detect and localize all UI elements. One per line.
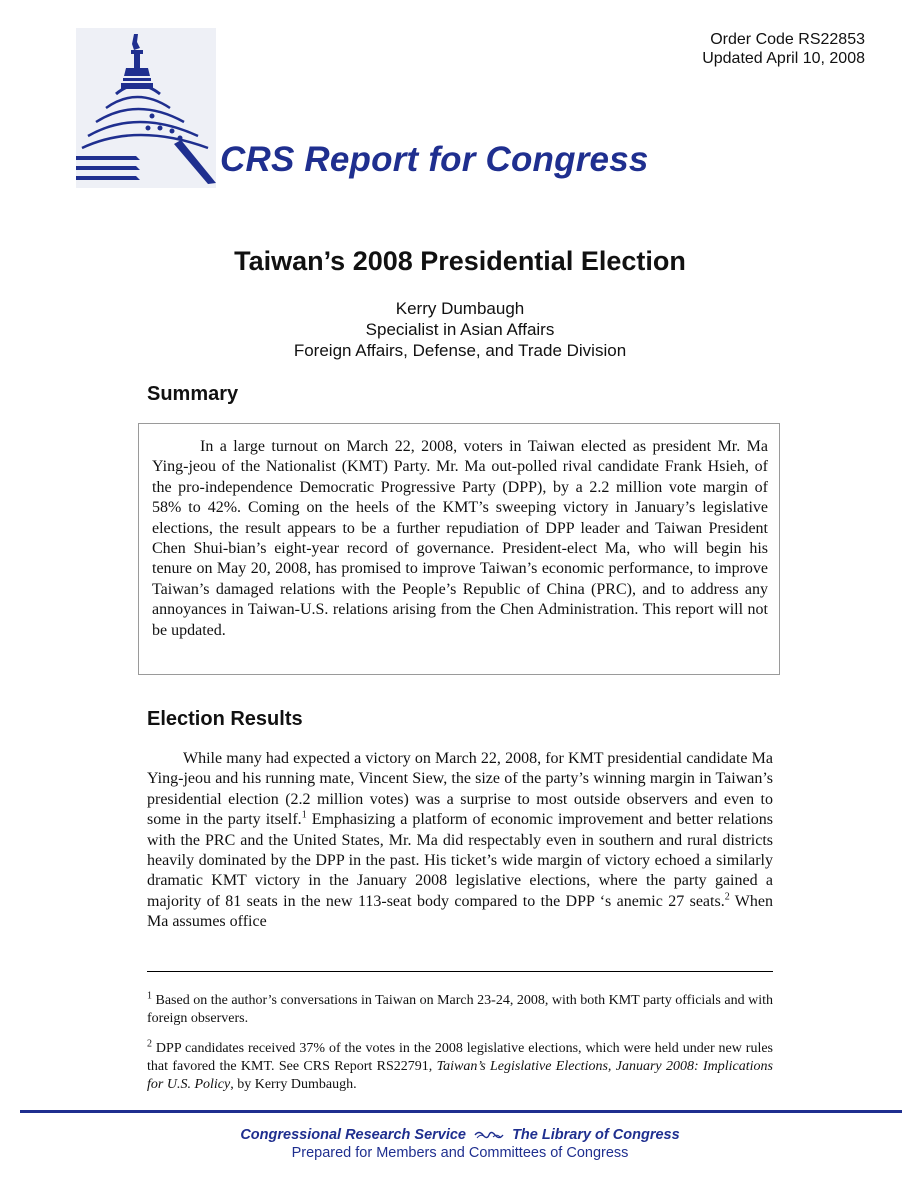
author-name: Kerry Dumbaugh bbox=[395, 299, 525, 318]
footnote-2-cited-title: Taiwan’s Legislative Elections, January 2008: Implications for U.S. Policy bbox=[147, 1059, 773, 1092]
order-code-block bbox=[702, 30, 865, 68]
footnote-2-text: DPP candidates received 37% of the votes in the 2008 legislative elections, which were held under new rules that favored the KMT. See CRS Report RS22791, bbox=[147, 1041, 773, 1074]
footnote-ref-2[interactable]: 2 bbox=[724, 891, 730, 903]
footer-line2: Prepared for Members and Committees of Congress bbox=[291, 1145, 629, 1161]
footnote-2-number: 2 bbox=[147, 1038, 152, 1050]
footnote-2-text-end: , by Kerry Dumbaugh. bbox=[230, 1077, 357, 1092]
paragraph-text-part2: Emphasizing a platform of economic improvement and better relations with the PRC and the United States, Mr. Ma did respectably even in southern and rural districts heavily dominated by the DPP in the past. His ticket’s wide margin of victory echoed a similarly dramatic KMT victory in the January 2008 legislative elections, where the party gained a majority of 81 seats in the new 113-seat body compared to the DPP ‘s anemic 27 seats. bbox=[147, 811, 773, 910]
author-block bbox=[0, 298, 920, 361]
author-division: Foreign Affairs, Defense, and Trade Division bbox=[293, 341, 627, 360]
updated-date: Updated April 10, 2008 bbox=[702, 50, 865, 67]
paragraph-text-part1: While many had expected a victory on March 22, 2008, for KMT presidential candidate Ma Ying-jeou and his running mate, Vincent Siew, the size of the party’s winning margin in Taiwan’s presidential election (2.2 million votes) was a surprise to most outside observers and even to some in the party itself. bbox=[147, 750, 773, 829]
footnote-1-text: Based on the author’s conversations in Taiwan on March 23-24, 2008, with both KMT party officials and with foreign observers. bbox=[147, 993, 773, 1026]
crs-brand-title: CRS Report for Congress bbox=[220, 140, 649, 179]
election-results-paragraph bbox=[147, 749, 773, 933]
footnote-2 bbox=[147, 1040, 773, 1094]
ornament-icon bbox=[474, 1129, 504, 1141]
footnote-1-number: 1 bbox=[147, 990, 152, 1002]
summary-text: In a large turnout on March 22, 2008, voters in Taiwan elected as president Mr. Ma Ying-jeou of the Nationalist (KMT) Party. Mr. Ma out-polled rival candidate Frank Hsieh, of the pro-independence Democratic Progressive Party (DPP), by a 2.2 million vote margin of 58% to 42%. Coming on the heels of the KMT’s sweeping victory in January’s legislative elections, the result appears to be a further repudiation of DPP leader and Taiwan President Chen Shui-bian’s eight-year record of governance. President-elect Ma, who will begin his tenure on May 20, 2008, has promised to improve Taiwan’s economic performance, to improve Taiwan’s damaged relations with the People’s Republic of China (PRC), and to address any annoyances in Taiwan-U.S. relations arising from the Chen Administration. This report will not be updated. bbox=[152, 438, 768, 639]
footer-divider bbox=[20, 1110, 902, 1113]
paragraph-text-part3: When Ma assumes office bbox=[147, 892, 773, 931]
footer-line1 bbox=[0, 1127, 920, 1143]
author-position: Specialist in Asian Affairs bbox=[365, 320, 555, 339]
order-code: Order Code RS22853 bbox=[710, 31, 865, 48]
summary-heading: Summary bbox=[147, 383, 239, 405]
footer-crs-name: Congressional Research Service bbox=[240, 1127, 466, 1143]
footnote-ref-1[interactable]: 1 bbox=[301, 809, 307, 821]
footnote-divider bbox=[147, 971, 773, 972]
election-results-heading: Election Results bbox=[147, 708, 303, 730]
capitol-dome-logo bbox=[76, 28, 216, 188]
report-title: Taiwan’s 2008 Presidential Election bbox=[234, 246, 686, 276]
footnote-1 bbox=[147, 992, 773, 1028]
footer-loc-name: The Library of Congress bbox=[512, 1127, 680, 1143]
